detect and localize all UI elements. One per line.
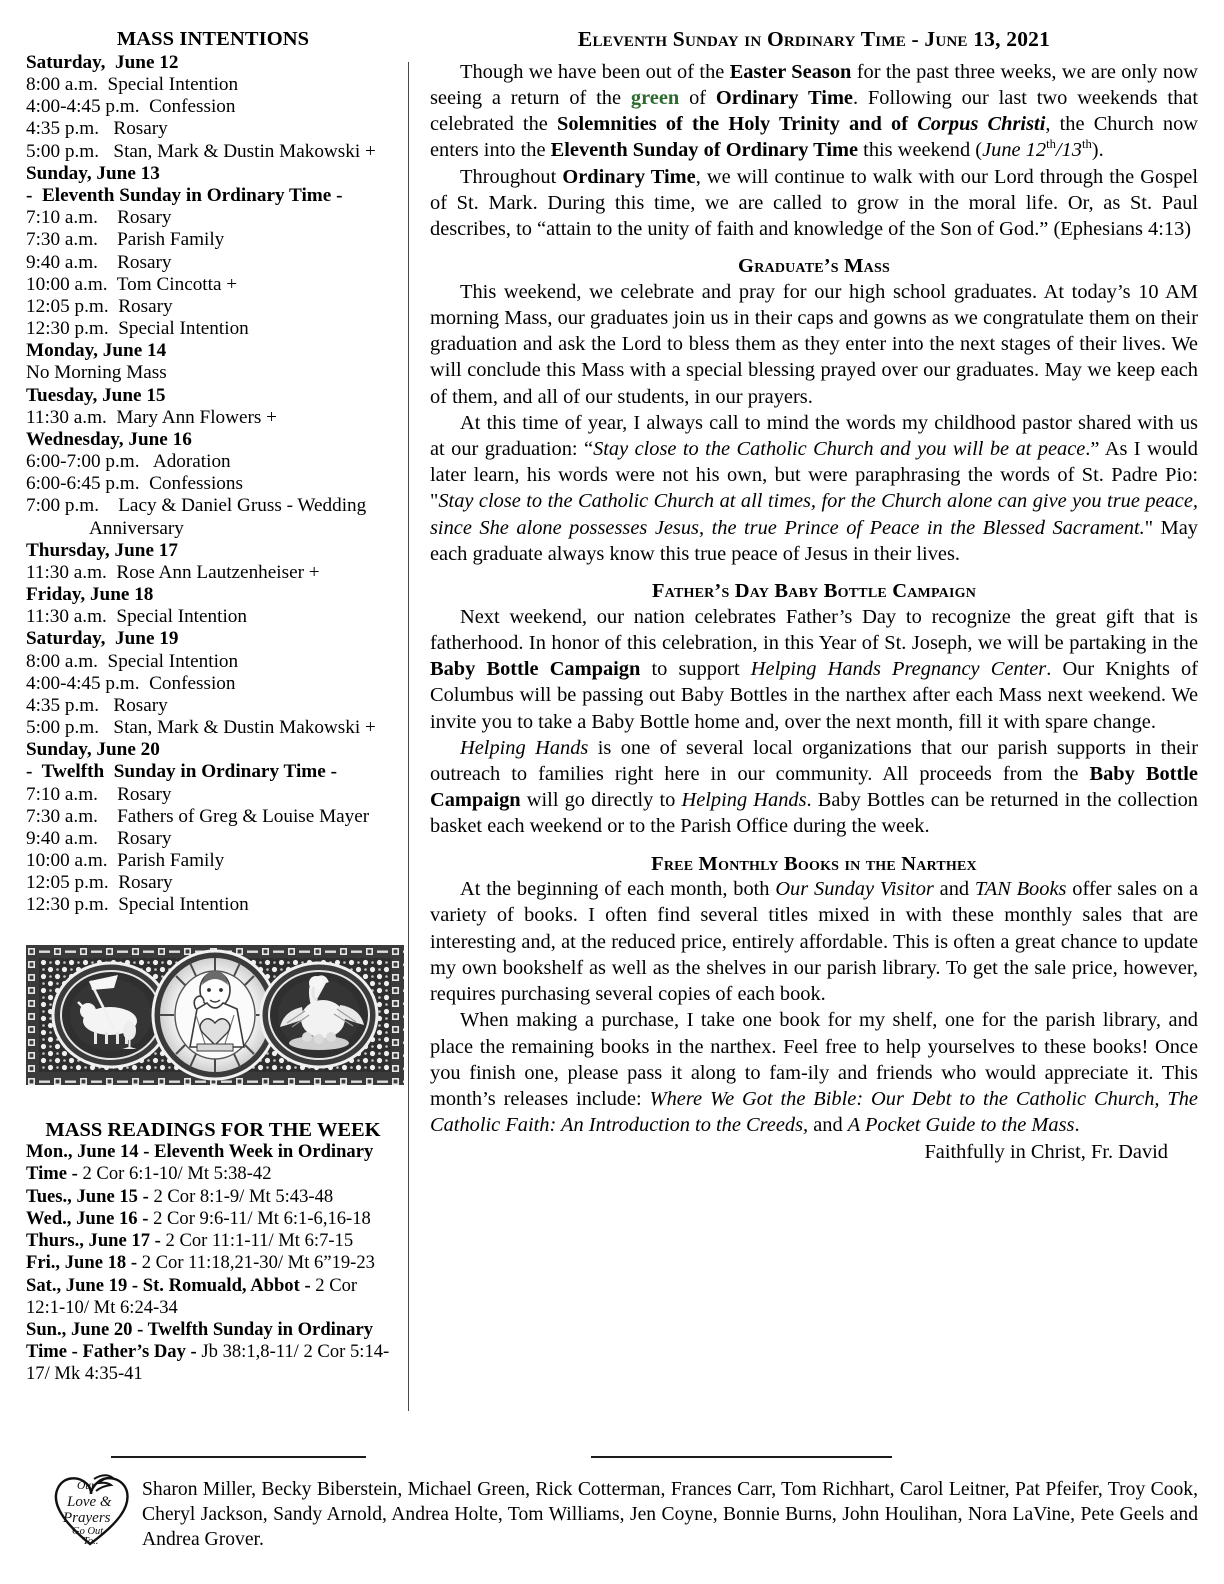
mass-readings-heading: MASS READINGS FOR THE WEEK <box>45 1118 381 1141</box>
solemnities-emphasis: Solemnities of the Holy Trinity and of <box>557 113 918 136</box>
mass-reading-item <box>26 1141 400 1185</box>
mass-intentions-entry: 7:30 a.m. Parish Family <box>26 229 225 251</box>
free-books-heading: Free Monthly Books in the Narthex <box>651 852 977 875</box>
paragraph-text: . Our Knights of Columbus will be passing out Baby Bottles in the narthex after each Mass next weekend. We invite you to take a Baby Bottle home and, over the next month, fill it with spare change. <box>430 658 1199 733</box>
mass-intentions-entry: 11:30 a.m. Special Intention <box>26 606 247 628</box>
mass-intentions-entry: 12:05 p.m. Rosary <box>26 872 173 894</box>
mass-intentions-entry: 11:30 a.m. Rose Ann Lautzenheiser + <box>26 561 320 583</box>
right-column <box>409 28 1198 1165</box>
paragraph-text: th <box>1081 137 1092 152</box>
paragraph-text: to support <box>640 658 751 681</box>
mass-intentions-entry: 5:00 p.m. Stan, Mark & Dustin Makowski + <box>26 717 376 739</box>
logo-line-3: Prayers <box>63 1510 111 1526</box>
mass-intentions-entry: 11:30 a.m. Mary Ann Flowers + <box>26 406 278 428</box>
paragraph-text: /13 <box>1055 139 1082 162</box>
paragraph-text: .” As I would later learn, his words were not his own, but were paraphrasing the words of St. Padre Pio: " <box>430 438 1198 513</box>
baby-bottle-campaign-emphasis: Baby Bottle Campaign <box>430 763 1198 812</box>
mass-intentions-entry: 10:00 a.m. Parish Family <box>26 850 225 872</box>
paragraph-text: . Following our last two weekends that celebrated the <box>430 86 1198 136</box>
reading-day-label: Fri., June 18 - <box>26 1252 138 1274</box>
tan-books-title: TAN Books <box>974 878 1067 901</box>
reading-day-label: Sun., June 20 - Twelfth Sunday in Ordinary Time - Father’s Day - <box>26 1318 374 1363</box>
paragraph-text: , the Church now enters into the <box>430 113 1198 162</box>
book-title-pocket-guide: A Pocket Guide to the Mass <box>847 1114 1075 1137</box>
ordinary-time-emphasis: Ordinary Time <box>562 165 696 188</box>
religious-engraving <box>26 945 404 1085</box>
mass-intentions-entry: 12:30 p.m. Special Intention <box>26 318 249 340</box>
mass-reading-item <box>26 1230 400 1252</box>
baby-bottle-paragraph-2 <box>430 735 1198 840</box>
eleventh-sunday-emphasis: Eleventh Sunday of Ordinary Time <box>550 139 859 162</box>
paragraph-text: th <box>1046 137 1056 152</box>
reading-citation: 2 Cor 11:1-11/ Mt 6:7-15 <box>160 1230 354 1252</box>
mass-intentions-entry: 4:00-4:45 p.m. Confession <box>26 672 236 694</box>
mass-intentions-entry: 6:00-7:00 p.m. Adoration <box>26 451 231 473</box>
paragraph-text: June 12 <box>982 139 1047 162</box>
mass-reading-item <box>26 1208 400 1230</box>
footer-rule-right <box>591 1456 892 1458</box>
left-column <box>26 28 408 1386</box>
baby-bottle-campaign-heading: Father’s Day Baby Bottle Campaign <box>651 580 977 603</box>
paragraph-text: At the beginning of each month, both <box>460 878 776 901</box>
padre-pio-quote: Stay close to the Catholic Church at all times, for the Church alone can give you true peace, since She alone possesses Jesus, the true Prince of Peace in the Blessed Sacrament. <box>430 490 1198 539</box>
mass-intentions-heading: MASS INTENTIONS <box>116 28 310 50</box>
logo-line-1: Our <box>77 1480 96 1492</box>
reading-day-label: Tues., June 15 - <box>26 1185 149 1207</box>
reading-citation: Jb 38:1,8-11/ 2 Cor 5:14-17/ Mk 4:35-41 <box>26 1341 390 1385</box>
paragraph-text: offer sales on a variety of books. I often find several titles mixed in with these monthly sales that are interesting and, at the reduced price, entirely affordable. This is often a great chance to update my own bookshelf as well as the shelves in our parish library. To get the sale price, however, requires purchasing several copies of each book. <box>430 878 1199 1006</box>
ordinary-time-paragraph <box>430 59 1198 164</box>
helping-hands-name: Helping Hands <box>460 736 589 759</box>
logo-line-4: Go Out <box>72 1526 104 1537</box>
mass-reading-item <box>26 1252 400 1274</box>
easter-season-emphasis: Easter Season <box>729 60 852 83</box>
pastor-signature: Faithfully in Christ, Fr. David <box>924 1141 1168 1164</box>
helping-hands-name: Helping Hands <box>681 789 807 812</box>
reading-citation: 2 Cor 8:1-9/ Mt 5:43-48 <box>148 1185 334 1207</box>
paragraph-text: Next weekend, our nation celebrates Father’s Day to recognize the great gift that is fatherhood. In honor of this celebration, in this Year of St. Joseph, we will be partaking in the <box>430 605 1198 654</box>
mass-intentions-day: Thursday, June 17 <box>26 539 178 561</box>
emphasis-text: Corpus Christi <box>917 113 1046 136</box>
mass-intentions-entry: 12:05 p.m. Rosary <box>26 295 173 317</box>
footer-rules <box>26 1450 1198 1462</box>
mass-intentions-list <box>26 52 400 917</box>
paragraph-text: and <box>933 878 975 901</box>
mass-intentions-day: Saturday, June 19 <box>26 628 179 650</box>
logo-line-2: Love & <box>67 1494 112 1510</box>
mass-intentions-entry: 7:10 a.m. Rosary <box>26 783 172 805</box>
reading-citation: 2 Cor 6:1-10/ Mt 5:38-42 <box>77 1163 272 1185</box>
green-accent-word: green <box>630 86 680 109</box>
mass-reading-item <box>26 1319 400 1386</box>
mass-reading-item <box>26 1186 400 1208</box>
paragraph-text: At this time of year, I always call to mind the words my childhood pastor shared with us at our graduation: “ <box>430 411 1198 461</box>
mass-intentions-entry: 5:00 p.m. Stan, Mark & Dustin Makowski + <box>26 140 376 162</box>
mass-intentions-day: Saturday, June 12 <box>26 51 179 73</box>
paragraph-text: Though we have been out of the <box>460 60 730 83</box>
mass-intentions-entry: 8:00 a.m. Special Intention <box>26 74 239 96</box>
graduates-mass-heading: Graduate’s Mass <box>738 255 890 278</box>
mass-readings-list <box>26 1141 400 1385</box>
mass-intentions-entry: 10:00 a.m. Tom Cincotta + <box>26 273 238 295</box>
paragraph-text: , we will continue to walk with our Lord through the Gospel of St. Mark. During this time, we are called to grow in the moral life. Or, as St. Paul describes, to “attain to the unity of faith and knowledge of the Son of God.” (Ephesians 4:13) <box>430 165 1198 240</box>
mass-reading-item <box>26 1275 400 1319</box>
paragraph-text: Throughout <box>460 165 563 188</box>
mass-intentions-day: - Eleventh Sunday in Ordinary Time - <box>26 184 343 206</box>
prayer-footer <box>26 1450 1198 1570</box>
mass-intentions-entry: 6:00-6:45 p.m. Confessions <box>26 473 243 495</box>
mass-intentions-entry: 12:30 p.m. Special Intention <box>26 894 249 916</box>
books-paragraph-2 <box>430 1007 1198 1138</box>
graduates-paragraph-2 <box>430 410 1198 567</box>
prayer-names-list: Sharon Miller, Becky Biberstein, Michael Green, Rick Cotterman, Frances Carr, Tom Richhart, Carol Leitner, Pat Pfeifer, Troy Cook, Cheryl Jackson, Sandy Arnold, Andrea Holte, Tom Williams, Jen Coyne, Bonnie Burns, John Houlihan, Nora LaVine, Pete Geels and Andrea Grover. <box>142 1479 1198 1550</box>
paragraph-text: of <box>679 86 716 109</box>
mass-intentions-entry: 7:30 a.m. Fathers of Greg & Louise Mayer <box>26 805 370 827</box>
graduates-paragraph-1: This weekend, we celebrate and pray for our high school graduates. At today’s 10 AM morning Mass, our graduates join us in their caps and gowns as we congratulate them on their graduation and ask the Lord to bless them as they enter into the next stages of their lives. We will conclude this Mass with a special blessing prayed over our graduates. May we keep each of them, and all of our students, in our prayers. <box>430 280 1198 408</box>
mass-intentions-entry: Anniversary <box>89 517 184 539</box>
paragraph-text: " May each graduate always know this true peace of Jesus in their lives. <box>430 516 1198 565</box>
heart-logo <box>50 1464 132 1548</box>
logo-line-5: To.. <box>83 1536 99 1547</box>
mass-intentions-entry: 4:35 p.m. Rosary <box>26 694 168 716</box>
two-column-layout <box>26 28 1198 1423</box>
mass-intentions-day: Tuesday, June 15 <box>26 384 166 406</box>
ordinary-time-emphasis: Ordinary Time <box>715 86 853 109</box>
mass-intentions-entry: 9:40 a.m. Rosary <box>26 251 172 273</box>
mass-intentions-entry: 4:00-4:45 p.m. Confession <box>26 96 236 118</box>
mass-intentions-entry: 4:35 p.m. Rosary <box>26 118 168 140</box>
reading-day-label: Mon., June 14 - Eleventh Week in Ordinary Time - <box>26 1141 374 1185</box>
reading-citation: 2 Cor 9:6-11/ Mt 6:1-6,16-18 <box>148 1207 371 1229</box>
mass-intentions-day: Wednesday, June 16 <box>26 428 192 450</box>
paragraph-text: for the past three weeks, we are only now seeing a return of the <box>430 60 1198 109</box>
engraving-svg <box>26 945 404 1085</box>
mass-intentions-entry: 7:10 a.m. Rosary <box>26 207 172 229</box>
paragraph-text: and <box>808 1114 848 1137</box>
mass-intentions-entry: 7:00 p.m. Lacy & Daniel Gruss - Wedding <box>26 495 367 517</box>
our-sunday-visitor-title: Our Sunday Visitor <box>775 878 934 901</box>
reading-day-label: Thurs., June 17 - <box>26 1230 161 1252</box>
footer-body <box>26 1464 1198 1553</box>
mass-intentions-day: Sunday, June 13 <box>26 162 160 184</box>
book-titles: Where We Got the Bible: Our Debt to the Catholic Church, The Catholic Faith: An Introduction to the Creeds, <box>430 1087 1198 1137</box>
paragraph-text: When making a purchase, I take one book for my shelf, one for the parish library, and place the remaining books in the narthex. Feel free to help yourselves to these books! Once you finish one, please pass it along to fam-ily and friends who would appreciate it. This month’s releases include: <box>430 1009 1198 1110</box>
heart-icon <box>50 1464 132 1548</box>
mass-intentions-day: Sunday, June 20 <box>26 739 160 761</box>
pelican-medallion <box>261 963 377 1067</box>
mass-intentions-entry: 9:40 a.m. Rosary <box>26 827 172 849</box>
paragraph-text: . Baby Bottles can be returned in the collection basket each weekend or to the Parish Office during the week. <box>430 789 1198 838</box>
paragraph-text: this weekend ( <box>858 139 983 162</box>
paragraph-text: ). <box>1091 139 1104 162</box>
page-title: Eleventh Sunday in Ordinary Time - June 13, 2021 <box>577 27 1051 51</box>
helping-hands-name: Helping Hands Pregnancy Center <box>750 658 1047 681</box>
paragraph-text: . <box>1074 1114 1080 1137</box>
mass-intentions-entry: 8:00 a.m. Special Intention <box>26 650 239 672</box>
mass-intentions-day: - Twelfth Sunday in Ordinary Time - <box>26 761 337 783</box>
reading-citation: 2 Cor 12:1-10/ Mt 6:24-34 <box>26 1274 358 1318</box>
baby-bottle-paragraph-1 <box>430 604 1198 735</box>
reading-day-label: Wed., June 16 - <box>26 1207 149 1229</box>
reading-day-label: Sat., June 19 - St. Romuald, Abbot - <box>26 1274 311 1296</box>
paragraph-text: is one of several local organizations that our parish supports in their outreach to families right here in our community. All proceeds from the <box>430 736 1198 786</box>
pastor-quote: Stay close to the Catholic Church and you will be at peace <box>593 438 1086 461</box>
gospel-of-mark-paragraph <box>430 164 1198 243</box>
reading-citation: 2 Cor 11:18,21-30/ Mt 6”19-23 <box>137 1252 375 1274</box>
books-paragraph-1 <box>430 876 1198 1007</box>
mass-intentions-entry: No Morning Mass <box>26 362 167 384</box>
sacred-heart-medallion <box>153 951 277 1079</box>
footer-rule-left <box>111 1456 366 1458</box>
mass-intentions-day: Monday, June 14 <box>26 340 167 362</box>
paragraph-text: will go directly to <box>520 789 682 812</box>
mass-intentions-day: Friday, June 18 <box>26 584 154 606</box>
baby-bottle-campaign-emphasis: Baby Bottle Campaign <box>430 658 641 681</box>
